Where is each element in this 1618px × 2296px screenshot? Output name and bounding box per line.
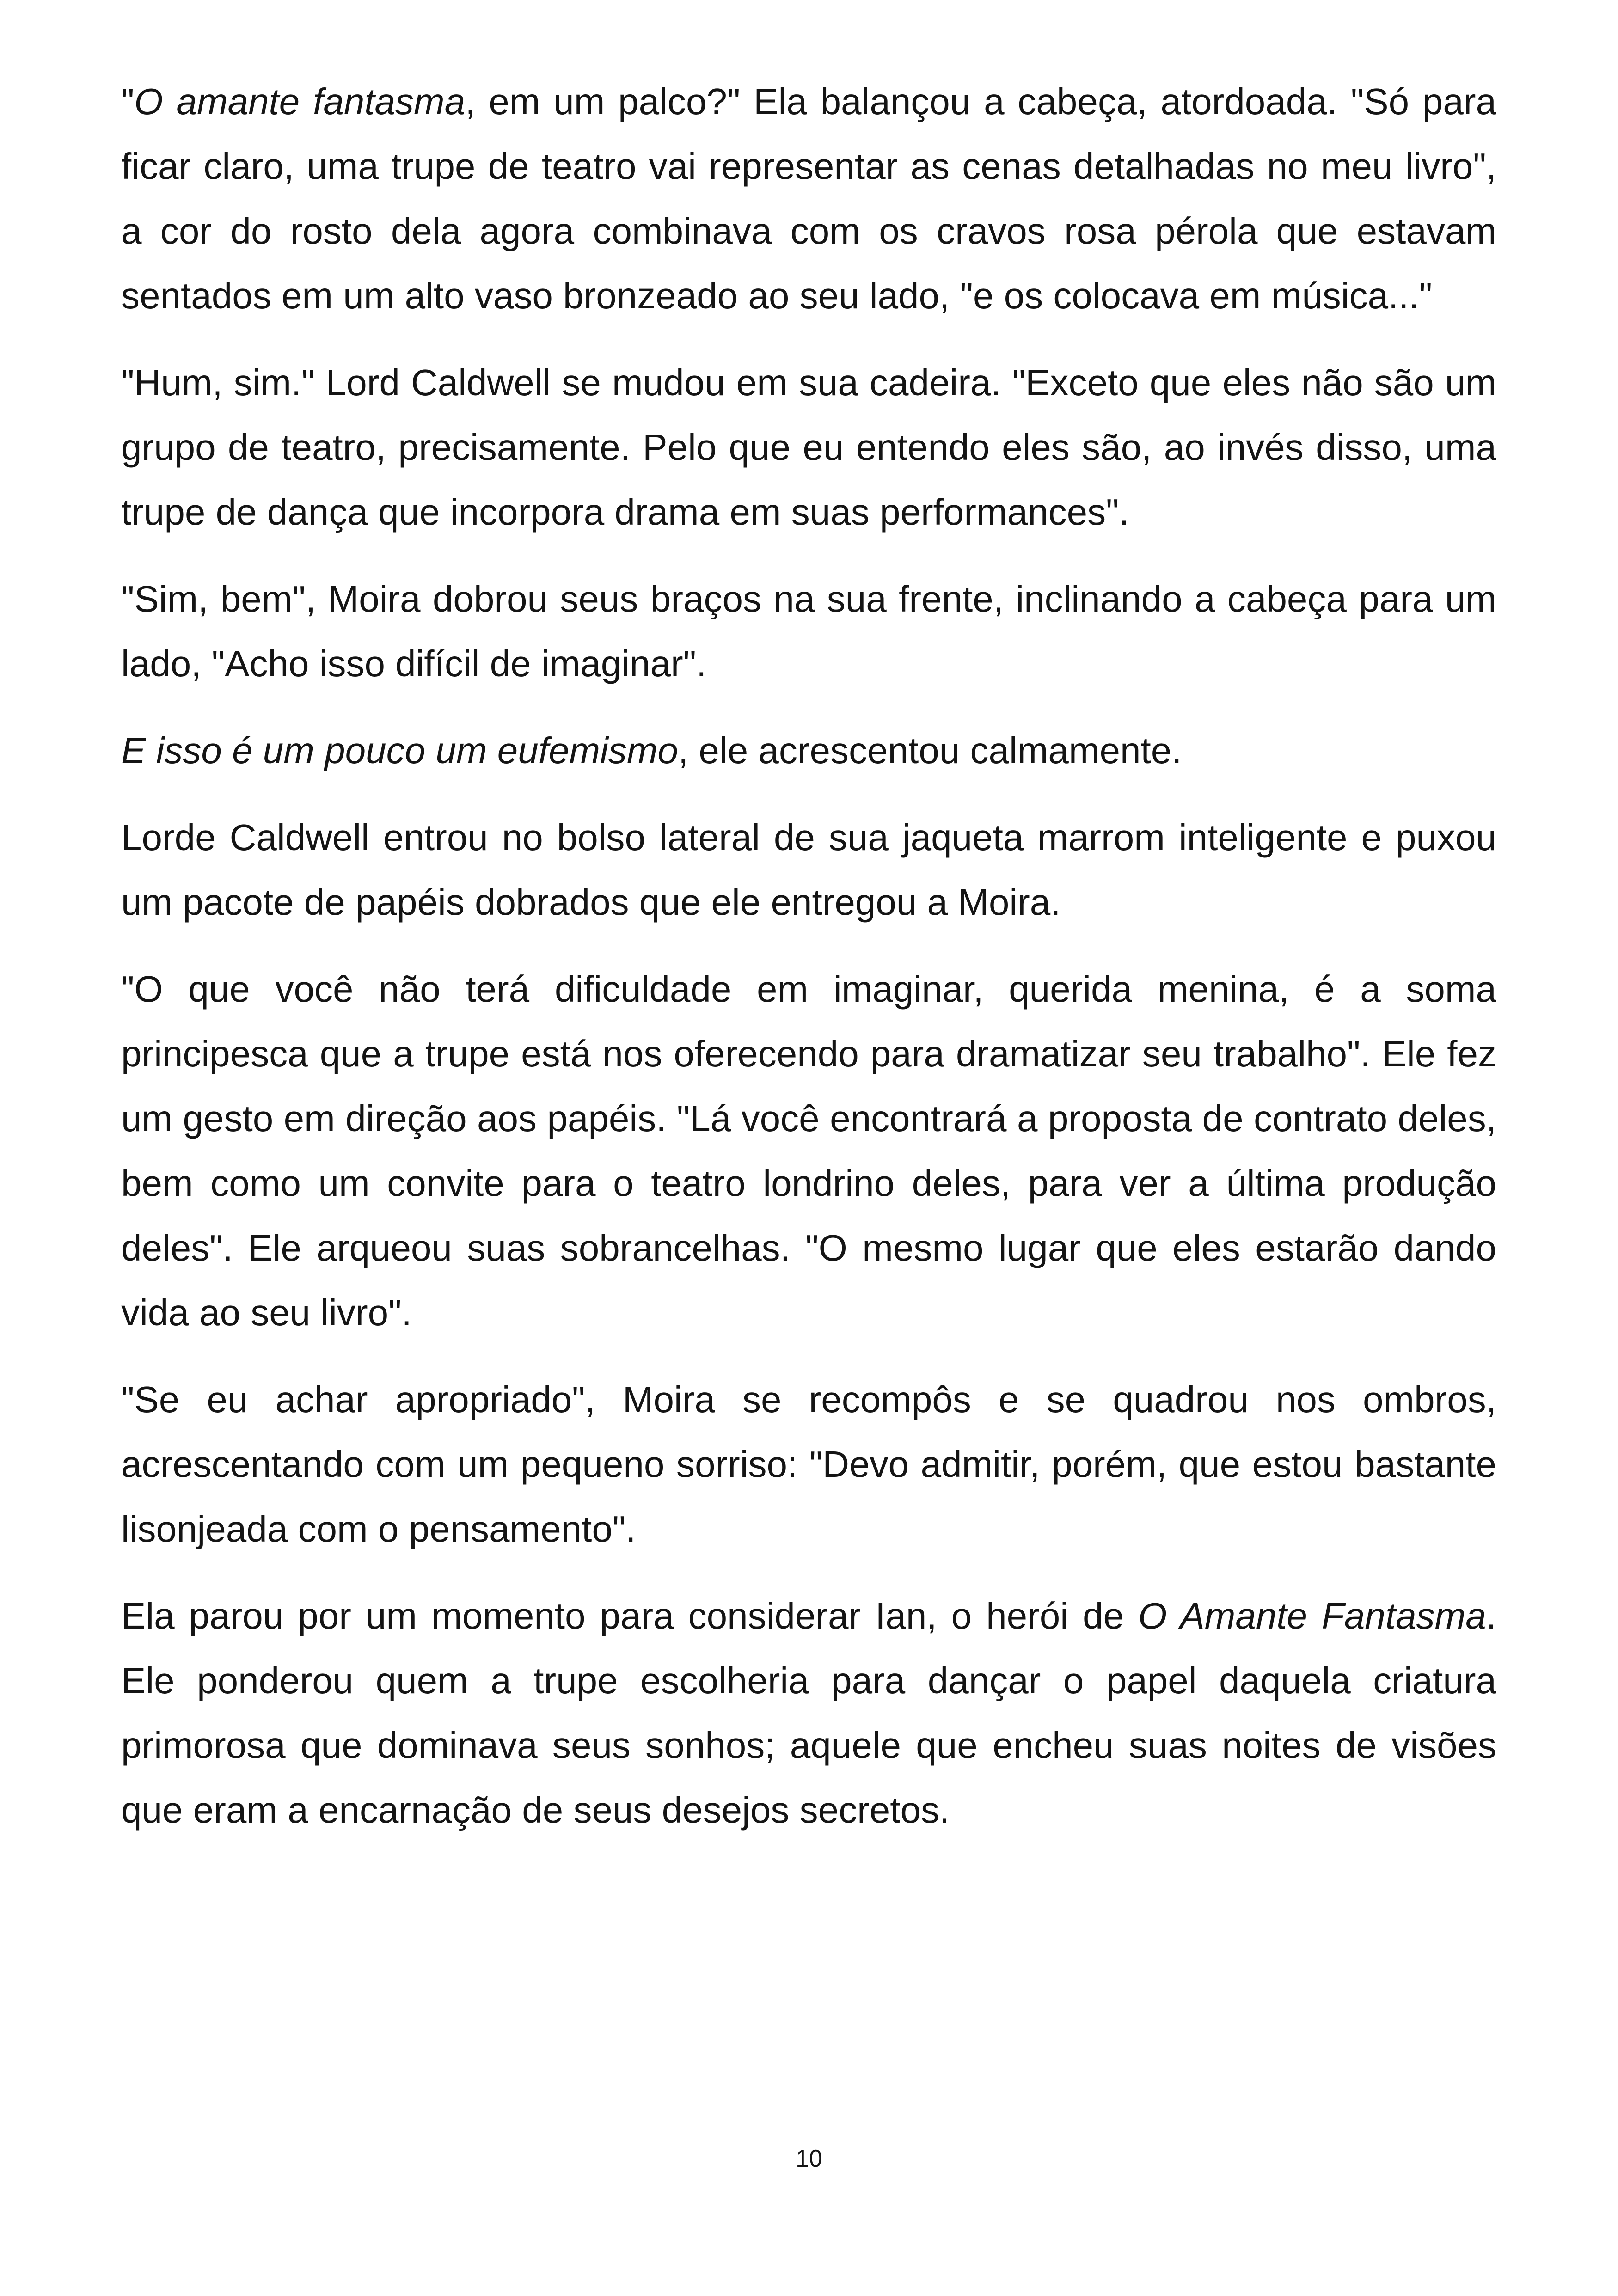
paragraph: [121, 567, 1496, 696]
paragraph: [121, 69, 1496, 328]
italic-text-run: E isso é um pouco um eufemismo: [121, 730, 678, 771]
paragraph: [121, 350, 1496, 545]
paragraph: [121, 805, 1496, 935]
text-run: Lorde Caldwell entrou no bolso lateral de sua jaqueta marrom inteligente e puxou um pacote de papéis dobrados que ele entregou a Moira.: [121, 817, 1496, 923]
text-run: "Sim, bem", Moira dobrou seus braços na sua frente, inclinando a cabeça para um lado, "Acho isso difícil de imaginar".: [121, 578, 1496, 684]
italic-text-run: O Amante Fantasma: [1138, 1595, 1486, 1636]
paragraph: [121, 1367, 1496, 1561]
text-run: , ele acrescentou calmamente.: [678, 730, 1182, 771]
text-run: . Ele ponderou quem a trupe escolheria para dançar o papel daquela criatura primorosa que dominava seus sonhos; aquele que encheu suas noites de visões que eram a encarnação de seus desejos secretos.: [121, 1595, 1496, 1831]
text-run: "O que você não terá dificuldade em imaginar, querida menina, é a soma principesca que a trupe está nos oferecendo para dramatizar seu trabalho". Ele fez um gesto em direção aos papéis. "Lá você encontrará a proposta de contrato deles, bem como um convite para o teatro londrino deles, para ver a última produção deles". Ele arqueou suas sobrancelhas. "O mesmo lugar que eles estarão dando vida ao seu livro".: [121, 968, 1496, 1333]
paragraph: [121, 718, 1496, 783]
body-text: [121, 69, 1496, 1865]
text-run: , em um palco?" Ela balançou a cabeça, atordoada. "Só para ficar claro, uma trupe de teatro vai representar as cenas detalhadas no meu livro", a cor do rosto dela agora combinava com os cravos rosa pérola que estavam sentados em um alto vaso bronzeado ao seu lado, "e os colocava em música...": [121, 81, 1497, 316]
text-run: ": [121, 81, 135, 122]
paragraph: [121, 1584, 1496, 1843]
text-run: "Hum, sim." Lord Caldwell se mudou em sua cadeira. "Exceto que eles não são um grupo de teatro, precisamente. Pelo que eu entendo eles são, ao invés disso, uma trupe de dança que incorpora drama em suas performances".: [121, 362, 1496, 533]
italic-text-run: O amante fantasma: [134, 81, 466, 122]
paragraph: [121, 957, 1496, 1345]
text-run: "Se eu achar apropriado", Moira se recompôs e se quadrou nos ombros, acrescentando com um pequeno sorriso: "Devo admitir, porém, que estou bastante lisonjeada com o pensamento".: [121, 1379, 1496, 1549]
page-number: 10: [796, 2145, 822, 2172]
text-run: Ela parou por um momento para considerar Ian, o herói de: [121, 1595, 1139, 1636]
